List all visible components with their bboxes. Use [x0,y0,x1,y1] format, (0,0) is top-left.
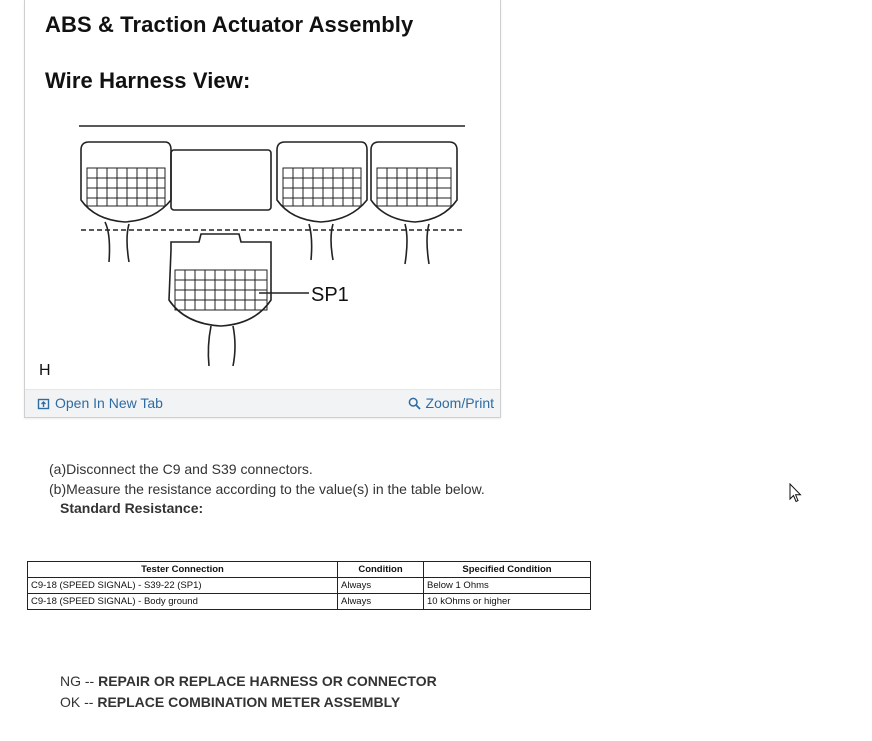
cell-specified-condition: Below 1 Ohms [424,578,591,594]
figure-card [24,0,501,418]
cell-tester-connection: C9-18 (SPEED SIGNAL) - S39-22 (SP1) [28,578,338,594]
figure-footer [25,389,500,417]
open-in-new-tab-link[interactable] [37,395,163,411]
result-ok [60,694,400,710]
step-a: (a)Disconnect the C9 and S39 connectors. [49,461,313,477]
ok-action: REPLACE COMBINATION METER ASSEMBLY [97,694,401,710]
figure-title: ABS & Traction Actuator Assembly [45,12,414,37]
ok-prefix: OK -- [60,694,94,710]
header-tester-connection: Tester Connection [28,562,338,578]
mouse-pointer-icon [789,483,803,503]
figure-subtitle: Wire Harness View: [45,68,251,93]
ng-action: REPAIR OR REPLACE HARNESS OR CONNECTOR [98,673,437,689]
resistance-table [27,561,591,610]
connector-diagram [25,110,502,370]
open-in-new-tab-icon [37,397,50,410]
table-row [28,594,591,610]
zoom-print-label: Zoom/Print [425,395,494,411]
step-b: (b)Measure the resistance according to the value(s) in the table below. [49,481,485,497]
sp1-callout: SP1 [311,284,349,306]
ng-prefix: NG -- [60,673,95,689]
cell-condition: Always [338,578,424,594]
zoom-print-link[interactable] [408,395,494,411]
cell-tester-connection: C9-18 (SPEED SIGNAL) - Body ground [28,594,338,610]
open-in-new-tab-label: Open In New Tab [55,395,163,411]
header-condition: Condition [338,562,424,578]
result-ng [60,673,437,689]
cell-specified-condition: 10 kOhms or higher [424,594,591,610]
header-specified-condition: Specified Condition [424,562,591,578]
standard-resistance-label: Standard Resistance: [60,500,204,516]
procedure-steps [49,459,485,499]
table-row [28,578,591,594]
table-header-row [28,562,591,578]
cell-condition: Always [338,594,424,610]
figure-letter: H [39,362,51,379]
magnifier-icon [408,397,421,410]
